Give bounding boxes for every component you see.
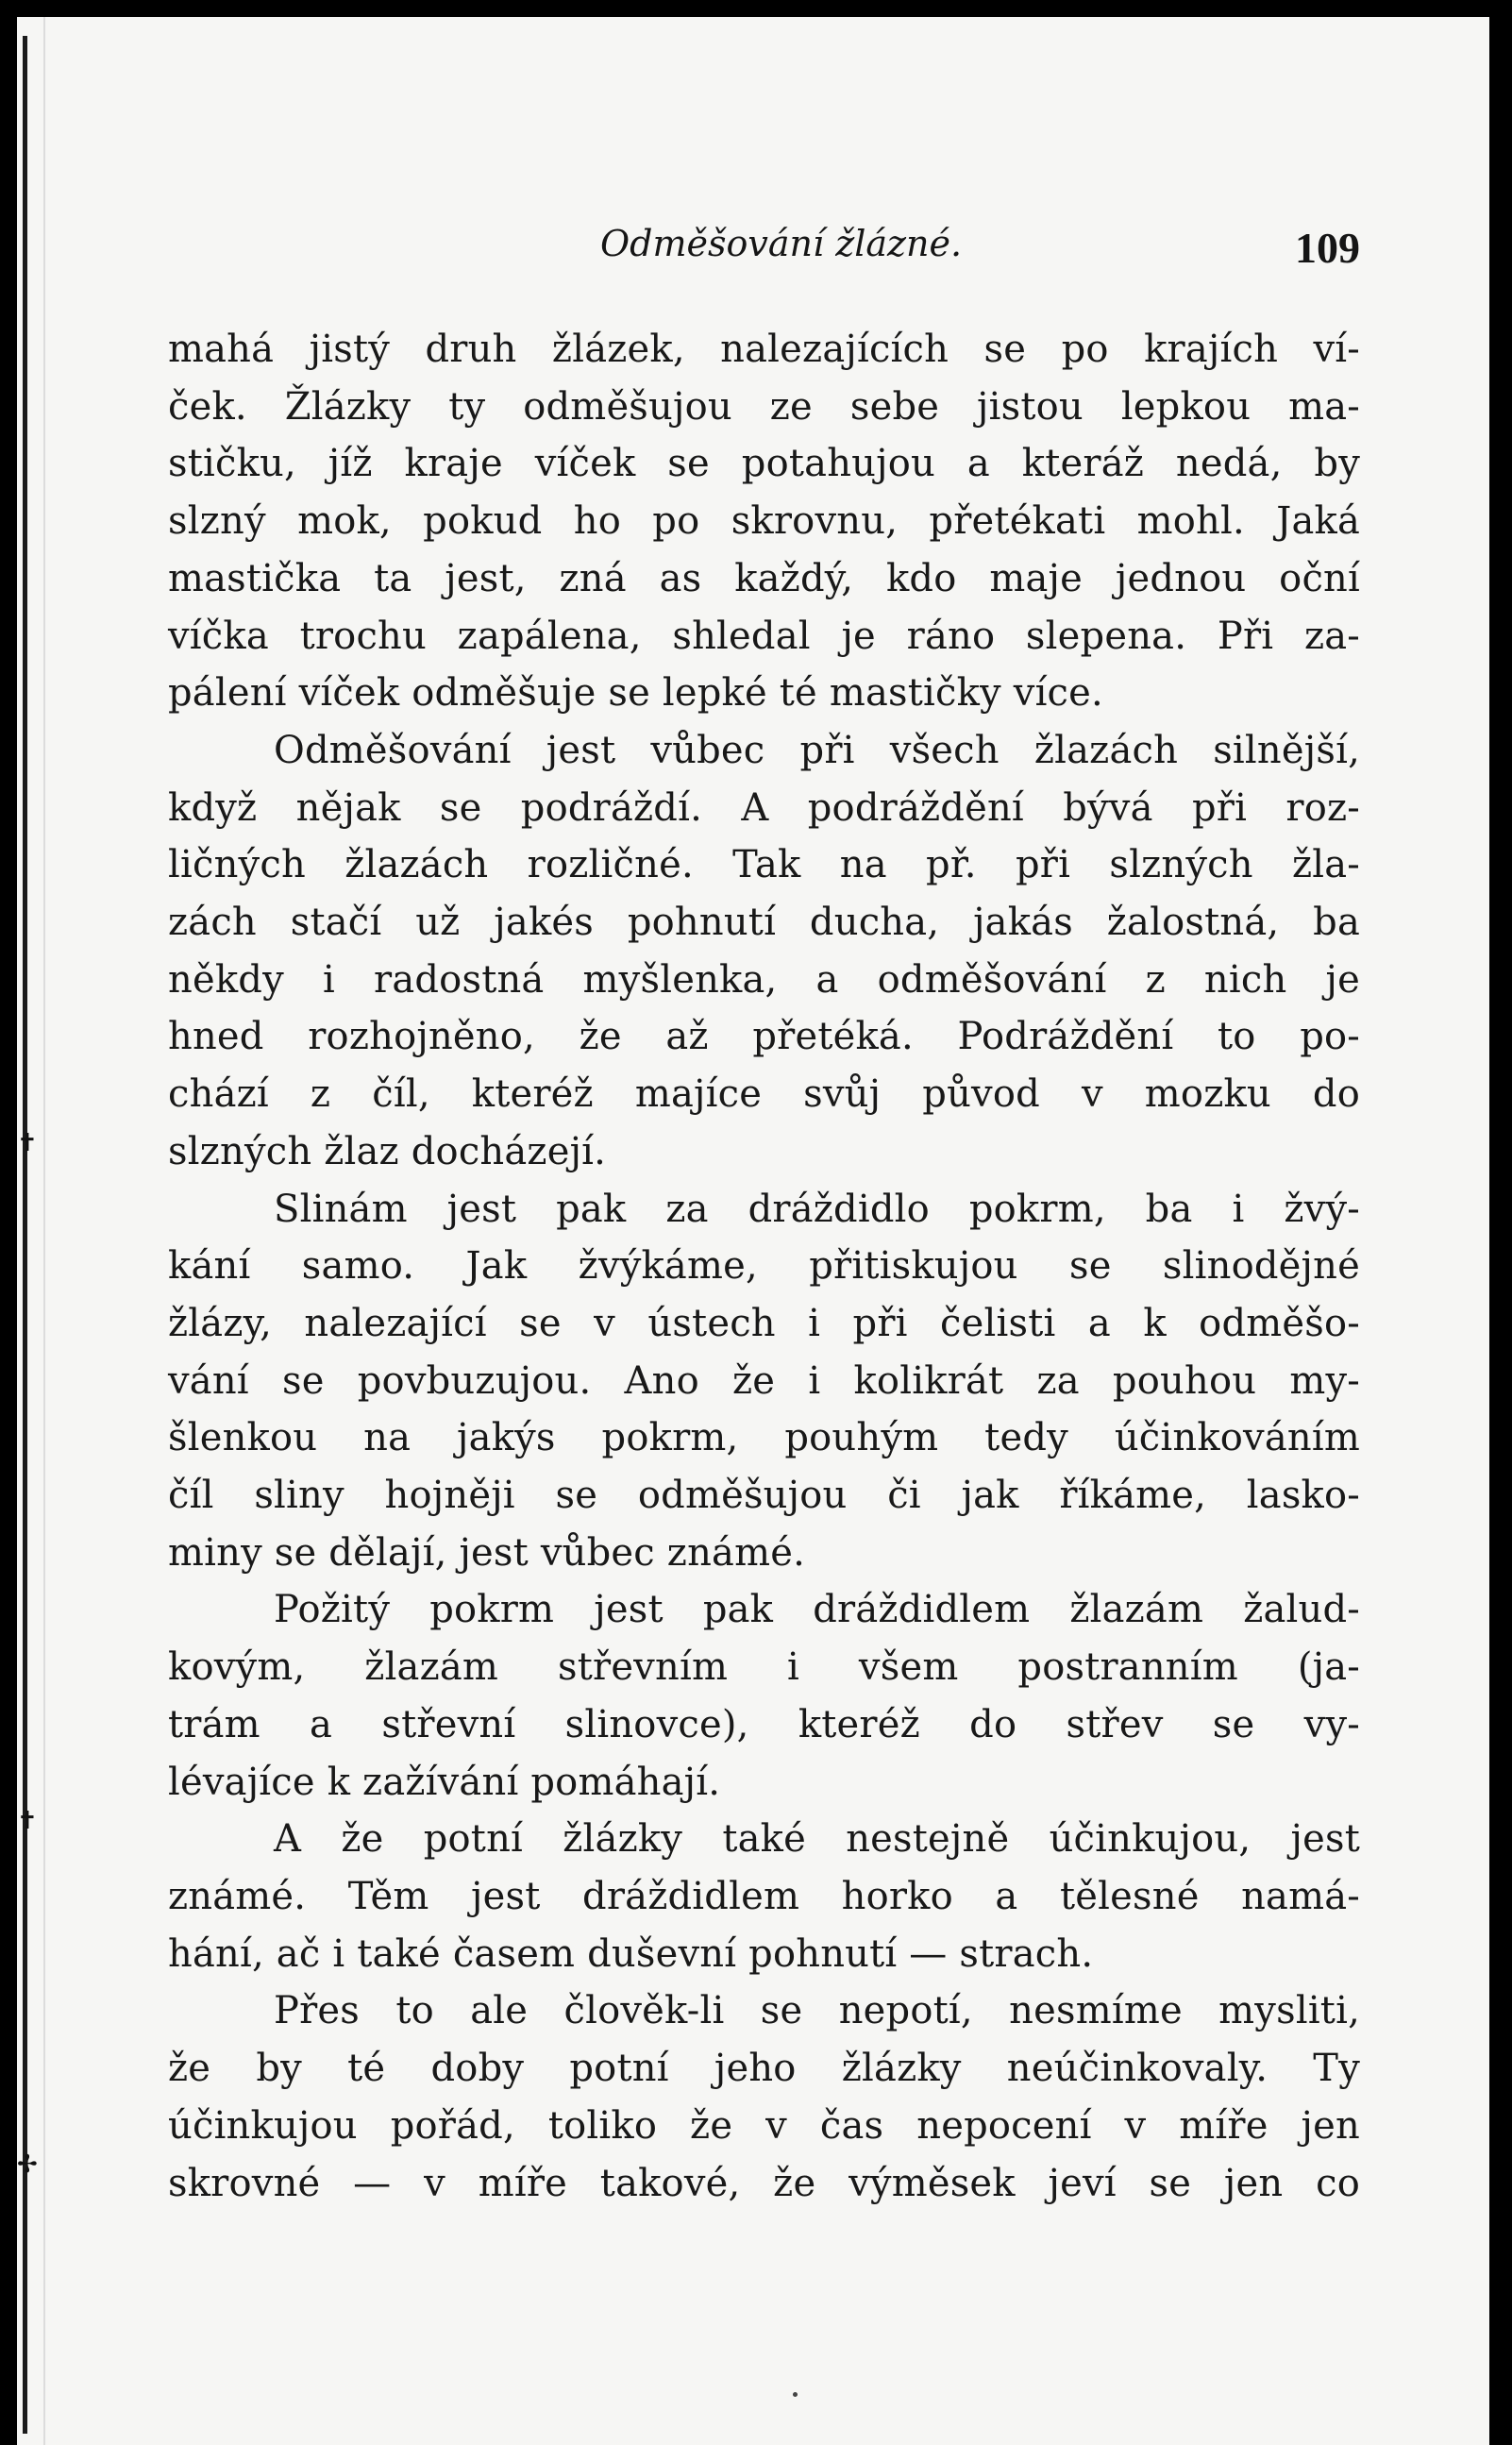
text-line: A že potní žlázky také nestejně účinkujou, jest	[274, 1817, 1360, 1862]
text-line: mahá jistý druh žlázek, nalezajících se po krajích ví-	[168, 328, 1360, 371]
paragraph	[168, 1581, 1360, 1811]
text-line: Přes to ale člověk-li se nepotí, nesmíme mysliti,	[274, 1989, 1360, 2033]
text-line: kání samo. Jak žvýkáme, přitiskujou se slinodějné	[168, 1244, 1360, 1289]
text-line: ček. Žlázky ty odměšujou ze sebe jistou lepkou ma-	[168, 384, 1360, 429]
text-line: Slinám jest pak za dráždidlo pokrm, ba i žvý-	[274, 1187, 1360, 1231]
page-gutter-line	[43, 17, 45, 2445]
print-speck	[793, 2392, 798, 2397]
text-line: slzný mok, pokud ho po skrovnu, přetékati mohl. Jaká	[168, 499, 1360, 544]
text-line: zách stačí už jakés pohnutí ducha, jakás žalostná, ba	[168, 901, 1360, 945]
text-line: kovým, žlazám střevním i všem postranním (ja-	[168, 1645, 1360, 1690]
text-line: ličných žlazách rozličné. Tak na př. při slzných žla-	[168, 843, 1360, 887]
text-line: skrovné — v míře takové, že výměsek jeví se jen co	[168, 2161, 1360, 2205]
paragraph	[168, 1181, 1360, 1582]
book-page	[17, 17, 1489, 2445]
margin-mark-1: ✝	[17, 1129, 38, 1157]
text-line: hned rozhojněno, že až přetéká. Podráždění to po-	[168, 1015, 1360, 1059]
margin-mark-3: ✢	[17, 2150, 38, 2179]
page-header	[17, 223, 1376, 279]
text-line: miny se dělají, jest vůbec známé.	[168, 1530, 805, 1575]
text-line: když nějak se podráždí. A podráždění bývá při roz-	[168, 785, 1360, 830]
paragraph	[168, 1811, 1360, 1982]
margin-mark-2: ✝	[17, 1807, 38, 1835]
text-line: účinkujou pořád, toliko že v čas nepocení v míře jen	[168, 2103, 1360, 2148]
running-head: Odměšování žlázné.	[600, 223, 963, 264]
text-line: lévajíce k zažívání pomáhají.	[168, 1760, 721, 1804]
text-line: vání se povbuzujou. Ano že i kolikrát za pouhou my-	[168, 1358, 1360, 1403]
text-line: žlázy, nalezající se v ústech i při čelisti a k odměšo-	[168, 1301, 1360, 1345]
text-line: někdy i radostná myšlenka, a odměšování z nich je	[168, 957, 1360, 1002]
text-line: víčka trochu zapálena, shledal je ráno slepena. Při za-	[168, 614, 1360, 658]
text-line: stičku, jíž kraje víček se potahujou a kteráž nedá, by	[168, 442, 1360, 486]
text-line: že by té doby potní jeho žlázky neúčinkovaly. Ty	[168, 2047, 1360, 2091]
paragraph	[168, 722, 1360, 1181]
text-line: číl sliny hojněji se odměšujou či jak říkáme, lasko-	[168, 1474, 1360, 1518]
body-text	[168, 321, 1360, 2212]
page-number: 109	[1295, 224, 1360, 272]
text-line: Odměšování jest vůbec při všech žlazách silnější,	[274, 728, 1360, 772]
text-line: chází z číl, kteréž majíce svůj původ v mozku do	[168, 1072, 1360, 1117]
paragraph	[168, 1982, 1360, 2212]
text-line: trám a střevní slinovce), kteréž do střev se vy-	[168, 1702, 1360, 1746]
text-line: známé. Těm jest dráždidlem horko a tělesné namá-	[168, 1874, 1360, 1918]
text-line: šlenkou na jakýs pokrm, pouhým tedy účinkováním	[168, 1416, 1360, 1460]
text-line: slzných žlaz docházejí.	[168, 1129, 607, 1173]
page-edge-rule	[23, 36, 27, 2434]
text-line: mastička ta jest, zná as každý, kdo maje jednou oční	[168, 556, 1360, 600]
text-line: hání, ač i také časem duševní pohnutí — strach.	[168, 1931, 1094, 1976]
paragraph	[168, 321, 1360, 722]
text-line: Požitý pokrm jest pak dráždidlem žlazám žalud-	[274, 1588, 1360, 1632]
text-line: pálení víček odměšuje se lepké té mastičky více.	[168, 671, 1103, 716]
